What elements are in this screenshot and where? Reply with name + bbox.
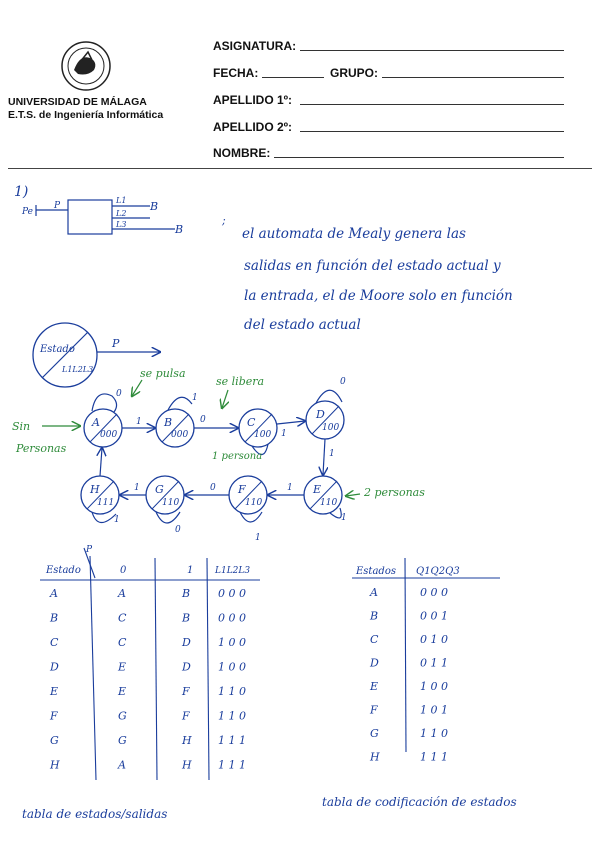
state-table-cell: G: [118, 709, 127, 723]
svg-text:B: B: [175, 223, 184, 236]
svg-text:0: 0: [210, 483, 216, 493]
state-C: [239, 409, 277, 447]
grupo-label: GRUPO:: [330, 66, 378, 80]
svg-text:;: ;: [222, 214, 226, 227]
encoding-table-cell: D: [370, 656, 379, 670]
svg-text:0: 0: [116, 389, 122, 399]
explanation-line-2: salidas en función del estado actual y: [244, 258, 501, 274]
state-table-cell: B: [50, 611, 59, 625]
state-table-cell: 1 0 0: [218, 636, 246, 649]
university-name: UNIVERSIDAD DE MÁLAGA: [8, 96, 147, 108]
svg-text:1: 1: [192, 393, 198, 403]
legend-state: Estado: [40, 344, 75, 355]
state-table-cell: F: [50, 709, 58, 723]
note-se-pulsa: se pulsa: [140, 367, 186, 380]
encoding-table-cell: 1 1 0: [420, 727, 448, 740]
encoding-table-cell: A: [370, 586, 378, 599]
note-se-libera: se libera: [216, 375, 265, 388]
output-l1: L1: [116, 196, 127, 205]
encoding-table-cell: 0 1 1: [420, 656, 448, 670]
col-estado: Estado: [46, 565, 81, 576]
svg-text:1: 1: [255, 533, 261, 543]
school-name: E.T.S. de Ingeniería Informática: [8, 109, 164, 121]
state-H: [81, 476, 119, 514]
col-0: 0: [120, 565, 127, 576]
encoding-table: [352, 558, 500, 764]
handwritten-sheet: [0, 170, 600, 848]
state-table-cell: 1 1 0: [218, 685, 246, 698]
state-table-cell: C: [118, 611, 127, 625]
enc-col-q: Q1Q2Q3: [416, 566, 460, 577]
state-table-cell: G: [50, 734, 59, 747]
apellido2-label: APELLIDO 2º:: [213, 120, 293, 134]
svg-text:H: H: [90, 483, 100, 496]
svg-text:0: 0: [340, 377, 346, 387]
svg-text:1: 1: [329, 449, 335, 459]
svg-text:1: 1: [114, 515, 120, 525]
encoding-table-cell: H: [370, 750, 380, 764]
explanation-line-4: del estado actual: [244, 317, 361, 333]
svg-text:B: B: [150, 200, 159, 213]
note-personas: Personas: [16, 442, 67, 455]
university-block: [8, 96, 163, 122]
state-F: [229, 476, 267, 514]
university-logo: [60, 40, 112, 92]
state-table-cell: H: [50, 758, 60, 772]
svg-text:000: 000: [100, 430, 118, 440]
encoding-table-caption: tabla de codificación de estados: [322, 795, 517, 809]
svg-text:G: G: [155, 483, 164, 496]
svg-text:C: C: [247, 416, 256, 429]
asignatura-label: ASIGNATURA:: [213, 39, 297, 53]
apellido1-label: APELLIDO 1º:: [213, 93, 293, 107]
encoding-table-cell: 1 1 1: [420, 750, 448, 764]
col-1: 1: [187, 565, 194, 576]
state-E: [304, 476, 342, 514]
encoding-table-cell: G: [370, 727, 379, 740]
state-table-cell: E: [50, 685, 59, 698]
svg-text:F: F: [238, 483, 246, 496]
svg-text:1: 1: [341, 513, 347, 523]
svg-text:1: 1: [134, 483, 140, 493]
state-table-cell: D: [50, 660, 59, 674]
svg-text:E: E: [313, 483, 322, 496]
state-table-cell: A: [118, 587, 126, 600]
encoding-table-cell: C: [370, 633, 379, 646]
state-table-cell: 0 0 0: [218, 611, 246, 625]
svg-text:110: 110: [162, 498, 180, 508]
svg-text:000: 000: [171, 430, 189, 440]
state-table-cell: 1 1 1: [218, 734, 246, 747]
grupo-field[interactable]: [382, 77, 564, 78]
svg-text:A: A: [92, 416, 100, 429]
state-table-cell: F: [182, 709, 190, 723]
svg-text:0: 0: [200, 415, 206, 425]
encoding-table-cell: 1 0 1: [420, 703, 448, 717]
state-table-cell: A: [118, 758, 126, 772]
col-input: P: [86, 545, 93, 555]
note-sin: Sin: [12, 420, 31, 433]
state-A: [84, 409, 122, 447]
state-table-cell: B: [182, 611, 191, 625]
state-B: [156, 409, 194, 447]
state-table-cell: B: [182, 587, 191, 600]
encoding-table-cell: B: [370, 609, 379, 623]
col-outputs: L1L2L3: [215, 566, 251, 576]
svg-text:D: D: [316, 408, 325, 421]
state-G: [146, 476, 184, 514]
state-table-cell: 0 0 0: [218, 587, 246, 600]
state-table-cell: 1 0 0: [218, 660, 246, 674]
encoding-table-cell: 0 0 0: [420, 586, 448, 599]
output-l2: L2: [116, 209, 127, 218]
state-table-cell: H: [182, 734, 192, 747]
state-table-cell: D: [182, 660, 191, 674]
fecha-label: FECHA:: [213, 66, 259, 80]
svg-text:1: 1: [136, 417, 142, 427]
state-table-cell: E: [118, 685, 127, 698]
nombre-label: NOMBRE:: [213, 146, 271, 160]
svg-text:1: 1: [287, 483, 293, 493]
asignatura-field[interactable]: [300, 50, 564, 51]
state-table: [40, 545, 260, 780]
svg-text:110: 110: [320, 498, 338, 508]
apellido1-field[interactable]: [300, 104, 564, 105]
nombre-field[interactable]: [274, 157, 564, 158]
problem-number: 1): [14, 184, 29, 200]
state-table-cell: C: [50, 636, 59, 649]
svg-text:110: 110: [245, 498, 263, 508]
svg-text:100: 100: [322, 423, 340, 433]
encoding-table-cell: 0 0 1: [420, 609, 448, 623]
explanation-line-3: la entrada, el de Moore solo en función: [244, 288, 513, 304]
header-separator: [8, 168, 592, 169]
state-table-cell: A: [50, 587, 58, 600]
input-pe: Pe: [22, 207, 33, 217]
apellido2-field[interactable]: [300, 131, 564, 132]
svg-text:111: 111: [97, 498, 115, 508]
state-table-cell: 1 1 1: [218, 758, 246, 772]
state-table-cell: E: [118, 660, 127, 674]
encoding-table-cell: 1 0 0: [420, 680, 448, 693]
state-table-cell: H: [182, 758, 192, 772]
state-table-cell: 1 1 0: [218, 709, 246, 723]
enc-col-estados: Estados: [356, 566, 396, 577]
state-table-cell: D: [182, 636, 191, 649]
note-una-persona: 1 persona: [212, 451, 263, 462]
explanation-line-1: el automata de Mealy genera las: [242, 226, 466, 242]
encoding-table-cell: F: [370, 703, 378, 717]
legend-outputs: L1L2L3: [62, 365, 94, 374]
state-table-caption: tabla de estados/salidas: [22, 807, 168, 821]
note-dos-personas: 2 personas: [364, 486, 425, 499]
output-l3: L3: [116, 220, 127, 229]
state-D: [306, 401, 344, 439]
state-table-cell: F: [182, 685, 190, 698]
svg-text:B: B: [164, 416, 173, 429]
state-table-cell: C: [118, 636, 127, 649]
fecha-field[interactable]: [262, 77, 324, 78]
svg-text:1: 1: [281, 429, 287, 439]
input-p: P: [54, 201, 61, 211]
svg-text:0: 0: [175, 525, 181, 535]
state-table-cell: G: [118, 734, 127, 747]
encoding-table-cell: 0 1 0: [420, 633, 448, 646]
legend-input: P: [112, 337, 120, 350]
svg-text:100: 100: [254, 430, 272, 440]
encoding-table-cell: E: [370, 680, 379, 693]
